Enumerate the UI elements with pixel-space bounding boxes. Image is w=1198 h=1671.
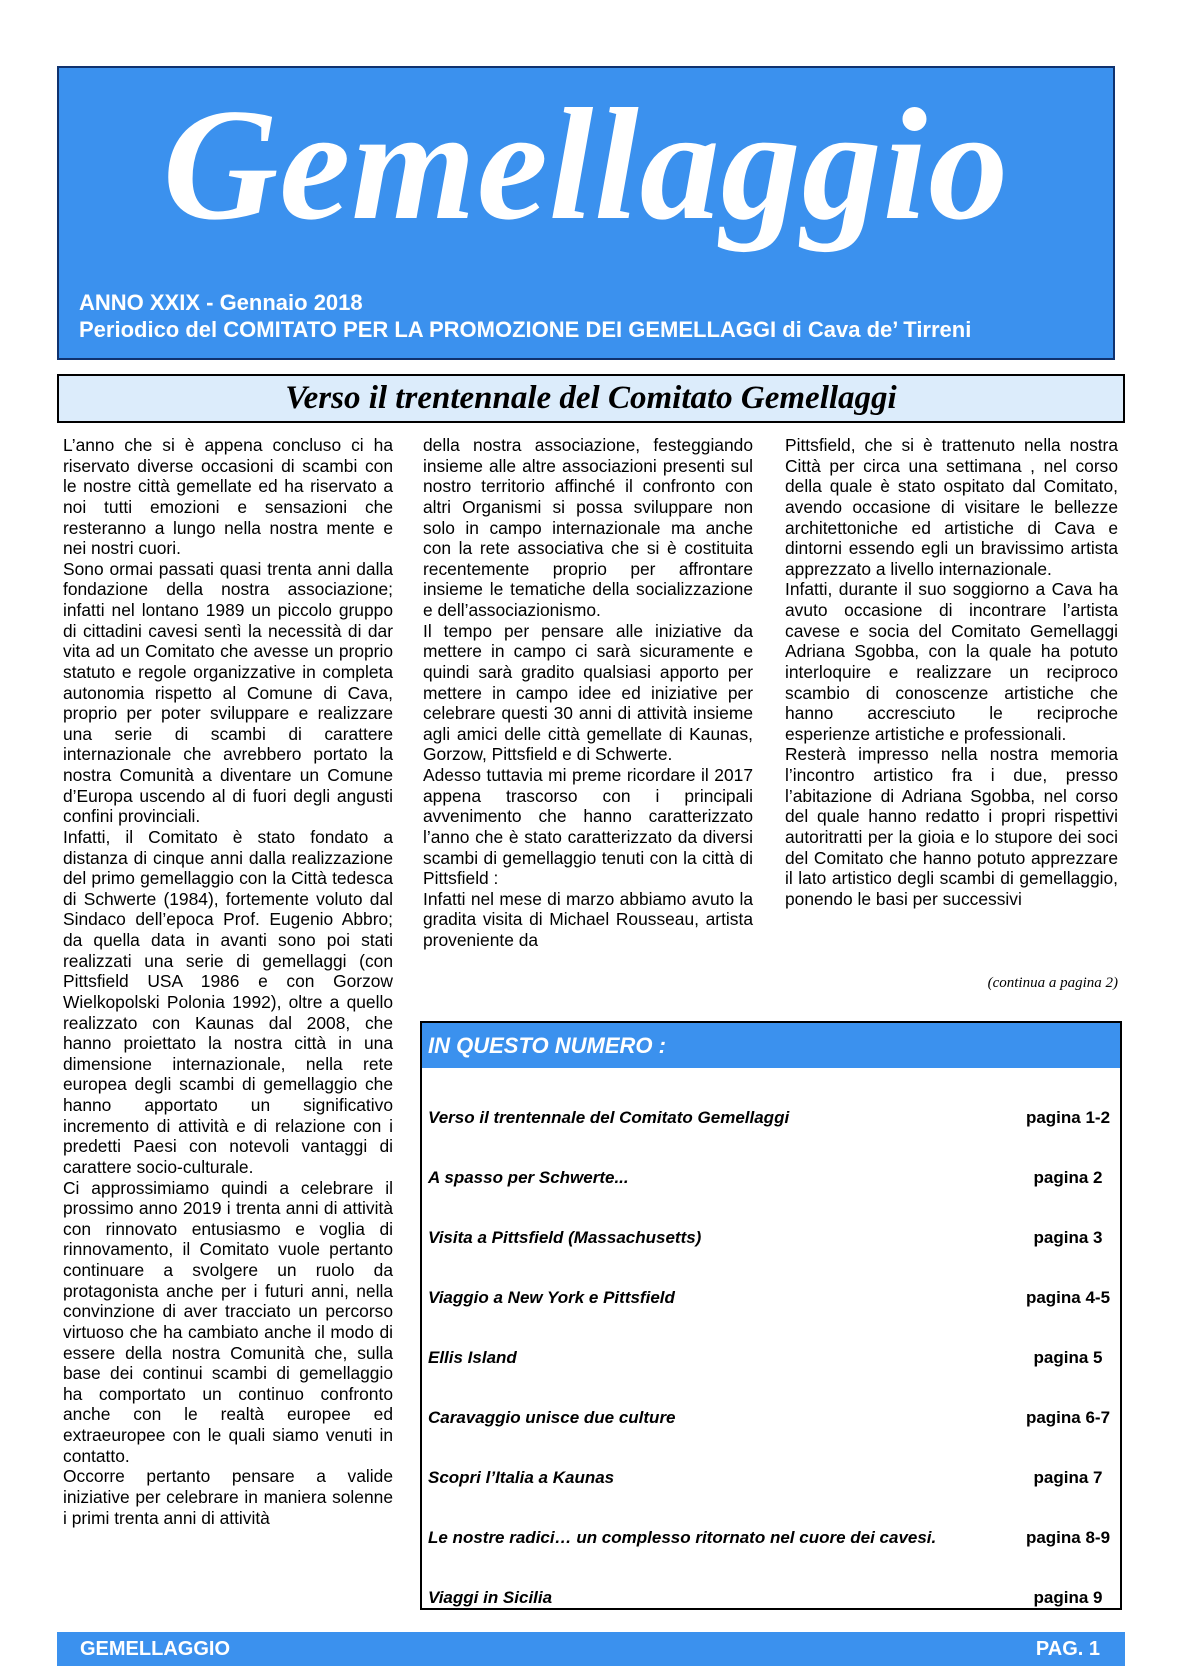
toc-item-page: pagina 9 <box>1033 1588 1103 1607</box>
article-column-2 <box>423 435 753 951</box>
table-of-contents <box>420 1021 1122 1610</box>
toc-item-title: Verso il trentennale del Comitato Gemellaggi <box>428 1108 790 1127</box>
paragraph: della nostra associazione, festeggiando insieme alle altre associazioni presenti sul nostro territorio affinché il confronto con altri Organismi si possa sviluppare non solo in campo internazionale ma anche con la rete associativa che si è costituita recentemente proprio per affrontare insieme le tematiche della socializzazione e dell’associazionismo. <box>423 435 753 620</box>
toc-item[interactable] <box>428 1408 1120 1432</box>
toc-item-title: Scopri l’Italia a Kaunas <box>428 1468 615 1487</box>
paragraph: Infatti, il Comitato è stato fondato a distanza di cinque anni dalla realizzazione del primo gemellaggio con la Città tedesca di Schwerte (1984), fortemente voluto dal Sindaco dell’epoca Prof. Eugenio Abbro; da quella data in avanti sono poi stati realizzati una serie di gemellaggi (con Pittsfield USA 1986 e con Gorzow Wielkopolski Polonia 1992), oltre a quello realizzato con Kaunas dal 2008, che hanno proiettato la nostra città in una dimensione internazionale, nella rete europea degli scambi di gemellaggio che hanno apportato un significativo incremento di attività e di relazione con i predetti Paesi con notevoli vantaggi di carattere socio-culturale. <box>63 826 393 1177</box>
footer-publication-name: GEMELLAGGIO <box>80 1638 230 1660</box>
continued-note: (continua a pagina 2) <box>987 975 1118 991</box>
toc-item-title: Viaggi in Sicilia <box>428 1588 553 1607</box>
toc-item[interactable] <box>428 1108 1120 1132</box>
paragraph: Infatti, durante il suo soggiorno a Cava ha avuto occasione di incontrare l’artista cavese e socia del Comitato Gemellaggi Adriana Sgobba, con la quale ha potuto interloquire e realizzare un reciproco scambio di conoscenze artistiche che hanno accresciuto le reciproche esperienze artistiche e professionali. <box>785 579 1118 744</box>
masthead <box>57 66 1115 360</box>
paragraph: Resterà impresso nella nostra memoria l’incontro artistico fra i due, presso l’abitazione di Adriana Sgobba, nel corso del quale hanno redatto i propri rispettivi autoritratti per la gioia e lo stupore dei soci del Comitato che hanno potuto apprezzare il lato artistico degli scambi di gemellaggio, ponendo le basi per successivi <box>785 744 1118 909</box>
toc-item-page: pagina 1-2 <box>1025 1108 1111 1127</box>
toc-item-page: pagina 5 <box>1033 1348 1103 1367</box>
toc-item-page: pagina 4-5 <box>1025 1288 1111 1307</box>
toc-item[interactable] <box>428 1468 1120 1492</box>
toc-item[interactable] <box>428 1348 1120 1372</box>
toc-item-title: Visita a Pittsfield (Massachusetts) <box>428 1228 702 1247</box>
article-column-3 <box>785 435 1118 909</box>
paragraph: Adesso tuttavia mi preme ricordare il 2017 appena trascorso con i principali avvenimento che hanno caratterizzato l’anno che è stato caratterizzato da diversi scambi di gemellaggio tenuti con la città di Pittsfield : <box>423 765 753 889</box>
article-headline: Verso il trentennale del Comitato Gemellaggi <box>57 374 1125 423</box>
paragraph: Sono ormai passati quasi trenta anni dalla fondazione della nostra associazione; infatti nel lontano 1989 un piccolo gruppo di cittadini cavesi sentì la necessità di dar vita ad un Comitato che avesse un proprio statuto e regole organizzative in completa autonomia rispetto al Comune di Cava, proprio per poter sviluppare e realizzare una serie di scambi di carattere internazionale che avrebbero portato la nostra Comunità a diventare un Comune d’Europa uscendo al di fuori degli angusti confini provinciali. <box>63 558 393 827</box>
paragraph: Il tempo per pensare alle iniziative da mettere in campo ci sarà sicuramente e quindi sarà gradito qualsiasi apporto per mettere in campo idee ed iniziative per celebrare questi 30 anni di attività insieme agli amici delle città gemellate di Kaunas, Gorzow, Pittsfield e di Schwerte. <box>423 620 753 765</box>
masthead-title: Gemellaggio <box>162 75 1010 253</box>
toc-item-title: Le nostre radici… un complesso ritornato nel cuore dei cavesi. <box>428 1528 937 1547</box>
paragraph: Infatti nel mese di marzo abbiamo avuto la gradita visita di Michael Rousseau, artista proveniente da <box>423 888 753 950</box>
paragraph: L’anno che si è appena concluso ci ha riservato diverse occasioni di scambi con le nostre città gemellate ed ha riservato a noi tutti emozioni e sensazioni che resteranno a lungo nella nostra mente e nei nostri cuori. <box>63 435 393 559</box>
footer-page-number: PAG. 1 <box>1035 1638 1100 1660</box>
toc-item[interactable] <box>428 1588 1120 1612</box>
article-column-1 <box>63 435 393 1528</box>
toc-item-page: pagina 7 <box>1033 1468 1103 1487</box>
toc-item-title: A spasso per Schwerte... <box>428 1168 629 1187</box>
issue-line: ANNO XXIX - Gennaio 2018 <box>79 290 363 315</box>
toc-item-page: pagina 2 <box>1033 1168 1103 1187</box>
paragraph: Occorre pertanto pensare a valide iniziative per celebrare in maniera solenne i primi trenta anni di attività <box>63 1466 393 1528</box>
toc-item-page: pagina 3 <box>1033 1228 1103 1247</box>
page-footer <box>57 1632 1125 1666</box>
publisher-line: Periodico del COMITATO PER LA PROMOZIONE DEI GEMELLAGGI di Cava de’ Tirreni <box>79 317 972 342</box>
toc-item[interactable] <box>428 1528 1120 1552</box>
paragraph: Ci approssimiamo quindi a celebrare il prossimo anno 2019 i trenta anni di attività con rinnovato entusiasmo e voglia di rinnovamento, il Comitato vuole pertanto continuare a svolgere un ruolo da protagonista anche per i futuri anni, nella convinzione di aver tracciato un percorso virtuoso che ha cambiato anche il modo di essere della nostra Comunità che, sulla base dei continui scambi di gemellaggio ha comportato un continuo confronto anche con le realtà europee ed extraeuropee con le quali siamo venuti in contatto. <box>63 1177 393 1466</box>
toc-item-page: pagina 6-7 <box>1025 1408 1111 1427</box>
toc-item-title: Ellis Island <box>428 1348 517 1367</box>
toc-item-title: Viaggio a New York e Pittsfield <box>428 1288 675 1307</box>
paragraph: Pittsfield, che si è trattenuto nella nostra Città per circa una settimana , nel corso della quale è stato ospitato dal Comitato, avendo occasione di visitare le bellezze architettoniche ed artistiche di Cava e dintorni essendo egli un bravissimo artista apprezzato a livello internazionale. <box>785 435 1118 579</box>
toc-header: IN QUESTO NUMERO : <box>422 1023 1120 1068</box>
toc-item-title: Caravaggio unisce due culture <box>428 1408 676 1427</box>
toc-item[interactable] <box>428 1228 1120 1252</box>
toc-item[interactable] <box>428 1168 1120 1192</box>
toc-item-page: pagina 8-9 <box>1025 1528 1111 1547</box>
toc-item[interactable] <box>428 1288 1120 1312</box>
